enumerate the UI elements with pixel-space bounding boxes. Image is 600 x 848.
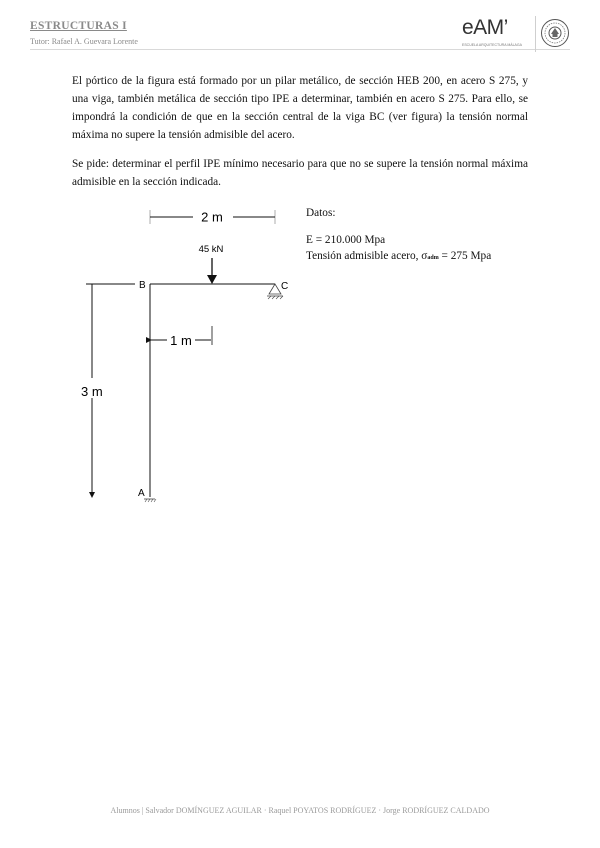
task-statement: Se pide: determinar el perfil IPE mínimo necesario para que no se supere la tensión normal máxima admisible en la sección indicada.: [72, 158, 528, 188]
load-arrow-icon: [207, 275, 217, 284]
node-a-label: A: [138, 488, 145, 499]
fixed-support-icon: [144, 499, 156, 502]
left-dimension: [81, 284, 135, 497]
allowable-stress: [306, 250, 491, 262]
datos-title: Datos:: [306, 207, 336, 219]
allowable-stress-value: = 275 Mpa: [438, 250, 492, 262]
top-dimension: [150, 210, 275, 225]
logo-subtitle: ESCUELA ARQUITECTURA MÁLAGA: [462, 43, 522, 47]
dimension-label-left: 3 m: [81, 384, 103, 399]
tutor-name: Tutor: Rafael A. Guevara Lorente: [30, 37, 138, 46]
course-title: ESTRUCTURAS I: [30, 20, 127, 32]
point-load: [199, 244, 224, 284]
allowable-stress-subscript: adm: [427, 255, 439, 261]
university-seal-icon: [540, 18, 570, 48]
node-b-label: B: [139, 280, 146, 291]
frame-diagram: [75, 200, 305, 510]
allowable-stress-prefix: Tensión admisible acero, σ: [306, 250, 428, 262]
dimension-label-top: 2 m: [201, 209, 223, 225]
problem-statement: El pórtico de la figura está formado por un pilar metálico, de sección HEB 200, en acero S 275, y una viga, también metálica de sección tipo IPE a determinar, también en acero S 275. Para ello, se impondrá la condición de que en la sección central de la viga BC (ver figura) la tensión normal máxima no supere la tensión admisible del acero.: [72, 75, 528, 141]
logo-wordmark: eAM’: [462, 16, 508, 39]
node-c-label: C: [281, 281, 289, 292]
elastic-modulus: E = 210.000 Mpa: [306, 234, 386, 246]
middle-dimension: [151, 326, 212, 348]
logo-divider: [535, 16, 536, 52]
dimension-label-mid: 1 m: [170, 333, 192, 348]
footer-students: Alumnos | Salvador DOMÍNGUEZ AGUILAR · Raquel POYATOS RODRÍGUEZ · Jorge RODRÍGUEZ CALDADO: [110, 806, 490, 815]
school-logo: [462, 16, 574, 52]
load-label: 45 kN: [198, 244, 224, 255]
